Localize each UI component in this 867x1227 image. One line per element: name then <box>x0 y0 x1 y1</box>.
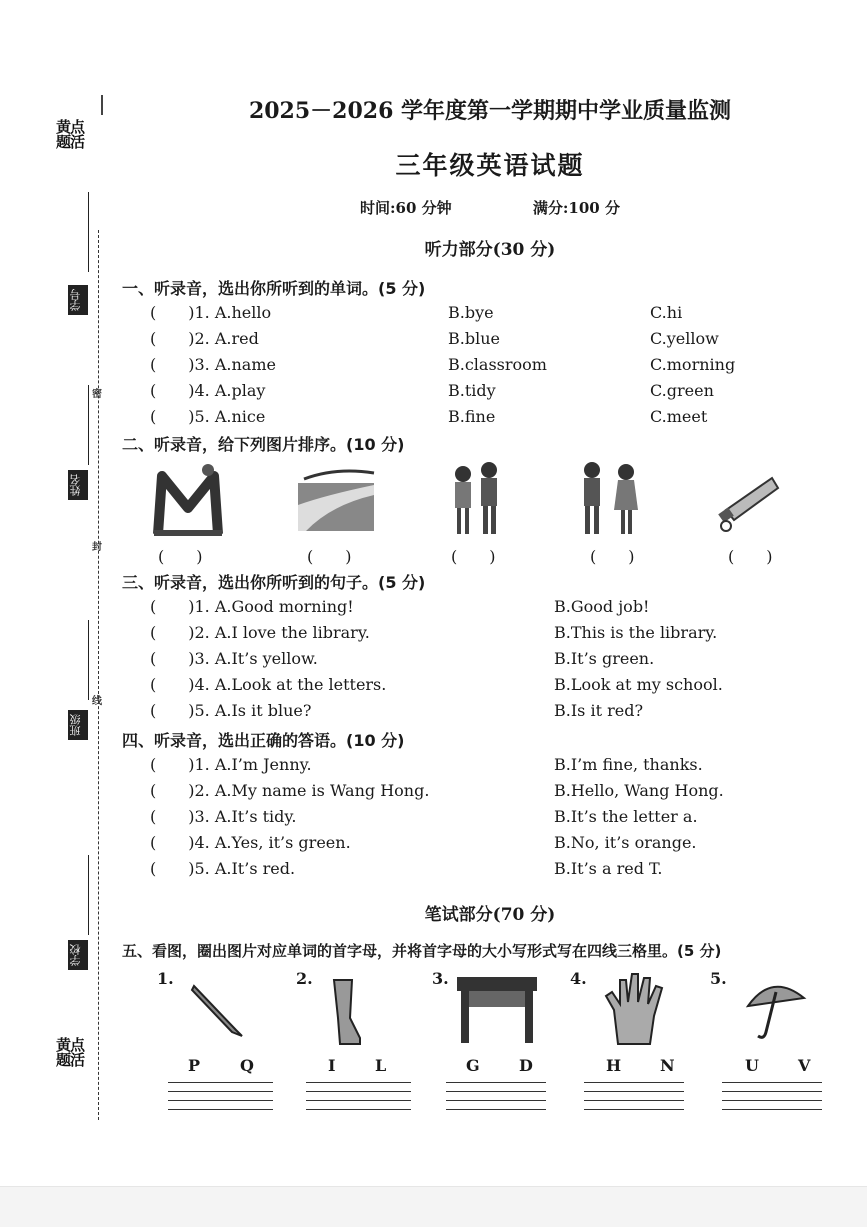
student-id-label: 学号 <box>68 285 88 315</box>
letter-m-tree-icon <box>148 462 228 540</box>
s1-q3-c: C.morning <box>650 355 736 374</box>
s3-q3-a: ( )3. A.It’s yellow. <box>150 649 318 668</box>
s4-q4-b: B.No, it’s orange. <box>554 833 697 852</box>
umbrella-icon <box>742 972 808 1044</box>
s5-num-3: 3. <box>432 969 449 988</box>
class-label: 班级 <box>68 710 88 740</box>
seal-char-mi: 密 <box>92 389 102 400</box>
seal-char-xian: 线 <box>92 696 102 707</box>
two-children-icon <box>445 460 507 540</box>
seal-char-feng: 封 <box>92 542 102 553</box>
s1-q2-b: B.blue <box>448 329 500 348</box>
s1-q5-a: ( )5. A.nice <box>150 407 266 426</box>
s2-blank-1[interactable]: ( ) <box>158 547 203 566</box>
s4-q3-a: ( )3. A.It’s tidy. <box>150 807 297 826</box>
two-children-icon <box>574 460 644 540</box>
s1-q4-a: ( )4. A.play <box>150 381 266 400</box>
s5-letter-5b[interactable]: V <box>798 1056 811 1075</box>
s5-letter-4b[interactable]: N <box>660 1056 675 1075</box>
section4-heading: 四、听录音，选出正确的答语。(10 分) <box>122 731 405 750</box>
s1-q2-a: ( )2. A.red <box>150 329 259 348</box>
s5-letter-4a[interactable]: H <box>606 1056 622 1075</box>
s1-q5-b: B.fine <box>448 407 496 426</box>
exam-meta <box>130 197 850 218</box>
school-label: 学校 <box>68 940 88 970</box>
s5-letter-2b[interactable]: L <box>375 1056 387 1075</box>
s1-q2-c: C.yellow <box>650 329 719 348</box>
writing-part-title: 笔试部分(70 分) <box>424 905 556 925</box>
exam-score: 满分:100 分 <box>532 199 620 217</box>
section1-heading: 一、听录音，选出你所听到的单词。(5 分) <box>122 279 426 298</box>
s5-num-2: 2. <box>296 969 313 988</box>
margin-tick <box>101 95 103 115</box>
page-bottom-strip <box>0 1186 867 1227</box>
name-label: 姓名 <box>68 470 88 500</box>
four-line-grid[interactable] <box>306 1082 411 1112</box>
s4-q3-b: B.It’s the letter a. <box>554 807 698 826</box>
s5-letter-1b[interactable]: Q <box>240 1056 254 1075</box>
s5-letter-2a[interactable]: I <box>328 1056 336 1075</box>
s3-q4-a: ( )4. A.Look at the letters. <box>150 675 387 694</box>
s5-num-5: 5. <box>710 969 727 988</box>
section5-heading: 五、看图，圈出图片对应单词的首字母，并将首字母的大小写形式写在四线三格里。(5 分) <box>122 942 722 960</box>
section2-heading: 二、听录音，给下列图片排序。(10 分) <box>122 435 405 454</box>
exam-title: 2025－2026 学年度第一学期期中学业质量监测 <box>248 98 732 124</box>
exam-subtitle: 三年级英语试题 <box>395 151 585 180</box>
s1-q1-c: C.hi <box>650 303 683 322</box>
s3-q3-b: B.It’s green. <box>554 649 655 668</box>
s1-q3-a: ( )3. A.name <box>150 355 276 374</box>
s5-num-4: 4. <box>570 969 587 988</box>
margin-line <box>88 192 89 272</box>
section3-heading: 三、听录音，选出你所听到的句子。(5 分) <box>122 573 426 592</box>
glue-tube-icon <box>716 470 782 532</box>
four-line-grid[interactable] <box>722 1082 822 1112</box>
s3-q2-a: ( )2. A.I love the library. <box>150 623 370 642</box>
hand-icon <box>602 970 668 1046</box>
s2-blank-5[interactable]: ( ) <box>728 547 773 566</box>
four-line-grid[interactable] <box>584 1082 684 1112</box>
river-landscape-icon <box>296 465 378 535</box>
s4-q2-a: ( )2. A.My name is Wang Hong. <box>150 781 430 800</box>
s3-q1-a: ( )1. A.Good morning! <box>150 597 354 616</box>
s1-q4-b: B.tidy <box>448 381 496 400</box>
exam-time: 时间:60 分钟 <box>360 199 452 217</box>
margin-line <box>88 855 89 935</box>
s3-q4-b: B.Look at my school. <box>554 675 723 694</box>
brand-logo-bottom: 黄点 题活 <box>56 1036 85 1069</box>
pen-icon <box>188 980 248 1040</box>
desk-icon <box>455 975 539 1045</box>
listening-part-title: 听力部分(30 分) <box>424 240 556 260</box>
s5-letter-3a[interactable]: G <box>466 1056 480 1075</box>
s4-q5-b: B.It’s a red T. <box>554 859 663 878</box>
s1-q4-c: C.green <box>650 381 714 400</box>
s5-letter-3b[interactable]: D <box>519 1056 533 1075</box>
brand-logo-top: 黄点 题活 <box>56 118 85 151</box>
leg-icon <box>320 978 370 1048</box>
s3-q5-a: ( )5. A.Is it blue? <box>150 701 312 720</box>
s2-blank-2[interactable]: ( ) <box>307 547 352 566</box>
s5-letter-5a[interactable]: U <box>745 1056 759 1075</box>
s5-letter-1a[interactable]: P <box>188 1056 201 1075</box>
s4-q1-b: B.I’m fine, thanks. <box>554 755 703 774</box>
s3-q1-b: B.Good job! <box>554 597 650 616</box>
margin-line <box>88 620 89 700</box>
s1-q1-a: ( )1. A.hello <box>150 303 272 322</box>
seal-dashed-line <box>98 230 99 1120</box>
s3-q2-b: B.This is the library. <box>554 623 718 642</box>
margin-line <box>88 385 89 465</box>
binding-margin <box>0 0 115 1226</box>
s1-q1-b: B.bye <box>448 303 494 322</box>
s4-q4-a: ( )4. A.Yes, it’s green. <box>150 833 351 852</box>
s5-num-1: 1. <box>157 969 174 988</box>
s4-q2-b: B.Hello, Wang Hong. <box>554 781 724 800</box>
s1-q3-b: B.classroom <box>448 355 547 374</box>
four-line-grid[interactable] <box>446 1082 546 1112</box>
s2-blank-3[interactable]: ( ) <box>451 547 496 566</box>
s1-q5-c: C.meet <box>650 407 708 426</box>
s2-blank-4[interactable]: ( ) <box>590 547 635 566</box>
s4-q1-a: ( )1. A.I’m Jenny. <box>150 755 312 774</box>
s4-q5-a: ( )5. A.It’s red. <box>150 859 296 878</box>
s3-q5-b: B.Is it red? <box>554 701 644 720</box>
four-line-grid[interactable] <box>168 1082 273 1112</box>
